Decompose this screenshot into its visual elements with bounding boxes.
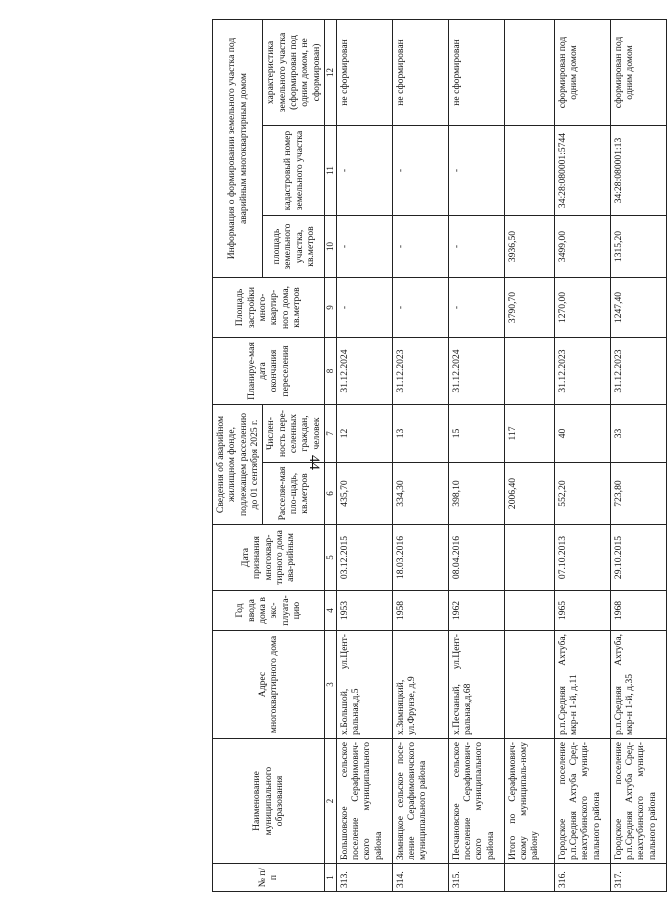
col-number: 11 (324, 126, 336, 216)
plan-date-cell: 31.12.2024 (336, 338, 392, 405)
table-row (336, 20, 392, 892)
header-municipality: Наименование муниципального образования (213, 739, 325, 864)
municipality-cell: Зимняцкое сельское посе-ление Серафимовичского муниципального района (392, 739, 448, 864)
land-char-cell: не сформирован (336, 20, 392, 126)
total-blank-cell (504, 864, 554, 892)
table-row (554, 20, 610, 892)
row-number: 314. (392, 864, 448, 892)
municipality-cell: Песчановское сельское поселение Серафимович-ского муниципального района (448, 739, 504, 864)
municipality-cell: Городское поселение р.п.Средняя Ахтуба Сред-неахтубинского муници-пального района (610, 739, 666, 864)
plan-date-cell: 31.12.2024 (448, 338, 504, 405)
people-cell: 15 (448, 405, 504, 463)
total-row (504, 20, 554, 892)
col-number: 2 (324, 739, 336, 864)
row-number: 316. (554, 864, 610, 892)
area-cell: 398,10 (448, 463, 504, 525)
col-number: 10 (324, 216, 336, 278)
build-area-cell: - (448, 278, 504, 338)
col-number: 3 (324, 631, 336, 739)
people-cell: 13 (392, 405, 448, 463)
address-cell: х.Песчаный, ул.Цент-ральная,д.68 (448, 631, 504, 739)
header-num: № п/п (213, 864, 325, 892)
cadastral-cell: - (392, 126, 448, 216)
total-build-area: 3790,70 (504, 278, 554, 338)
build-area-cell: 1247,40 (610, 278, 666, 338)
row-number: 315. (448, 864, 504, 892)
municipality-cell: Городское поселение р.п.Средняя Ахтуба Сред-неахтубинского муници-пального района (554, 739, 610, 864)
date-cell: 03.12.2015 (336, 525, 392, 591)
header-people: Числен-ность пере-селенных граждан, человек (263, 405, 325, 463)
municipality-cell: Большовское сельское поселение Серафимович-ского муниципального района (336, 739, 392, 864)
col-number: 8 (324, 338, 336, 405)
page-number: 44 (306, 455, 322, 470)
total-blank-cell (504, 338, 554, 405)
header-land-area: площадь земельного участка, кв.метров (263, 216, 325, 278)
year-cell: 1968 (610, 591, 666, 631)
total-land-area: 3936,50 (504, 216, 554, 278)
land-char-cell: не сформирован (392, 20, 448, 126)
land-area-cell: - (336, 216, 392, 278)
emergency-housing-table (212, 19, 667, 892)
cadastral-cell: - (336, 126, 392, 216)
column-number-row (324, 20, 336, 892)
land-char-cell: сформирован под одним домом (610, 20, 666, 126)
address-cell: р.п.Средняя Ахтуба, мкр-н 1-й, д.11 (554, 631, 610, 739)
cadastral-cell: 34:28:080001:13 (610, 126, 666, 216)
header-area: Расселяе-мая пло-щадь, кв.метров (263, 463, 325, 525)
header-cadastral: кадастровый номер земельного участка (263, 126, 325, 216)
plan-date-cell: 31.12.2023 (610, 338, 666, 405)
land-char-cell: сформирован под одним домом (554, 20, 610, 126)
header-land-char: характеристика земельного участка (сформирован под одним домом, не сформирован) (263, 20, 325, 126)
header-plan-date: Планируе-мая дата окончания переселения (213, 338, 325, 405)
header-date: Дата признания многоквар-тирного дома ава-рийным (213, 525, 325, 591)
col-number: 9 (324, 278, 336, 338)
date-cell: 07.10.2013 (554, 525, 610, 591)
total-blank-cell (504, 20, 554, 126)
col-number: 4 (324, 591, 336, 631)
total-people: 117 (504, 405, 554, 463)
total-blank-cell (504, 591, 554, 631)
area-cell: 334,30 (392, 463, 448, 525)
land-area-cell: - (448, 216, 504, 278)
header-build-area: Площадь застройки много-квартир-ного дома, кв.метров (213, 278, 325, 338)
total-area: 2006,40 (504, 463, 554, 525)
area-cell: 723,80 (610, 463, 666, 525)
year-cell: 1965 (554, 591, 610, 631)
header-group-land: Информация о формировании земельного участка под аварийным многоквартирным домом (213, 20, 263, 278)
people-cell: 40 (554, 405, 610, 463)
col-number: 6 (324, 463, 336, 525)
col-number: 12 (324, 20, 336, 126)
total-blank-cell (504, 126, 554, 216)
area-cell: 552,20 (554, 463, 610, 525)
date-cell: 18.03.2016 (392, 525, 448, 591)
rotated-table-wrapper (212, 20, 658, 892)
col-number: 1 (324, 864, 336, 892)
address-cell: х.Большой, ул.Цент-ральная,д.5 (336, 631, 392, 739)
land-area-cell: - (392, 216, 448, 278)
table-row (392, 20, 448, 892)
year-cell: 1962 (448, 591, 504, 631)
header-address: Адрес многоквартирного дома (213, 631, 325, 739)
cadastral-cell: 34:28:080001:5744 (554, 126, 610, 216)
people-cell: 12 (336, 405, 392, 463)
total-blank-cell (504, 631, 554, 739)
land-area-cell: 3499,00 (554, 216, 610, 278)
header-year: Год ввода дома в экс-плуата-цию (213, 591, 325, 631)
row-number: 313. (336, 864, 392, 892)
col-number: 5 (324, 525, 336, 591)
total-label: Итого по Серафимович-скому муниципаль-ному району (504, 739, 554, 864)
year-cell: 1953 (336, 591, 392, 631)
area-cell: 435,70 (336, 463, 392, 525)
table-row (610, 20, 666, 892)
date-cell: 08.04.2016 (448, 525, 504, 591)
col-number: 7 (324, 405, 336, 463)
date-cell: 29.10.2015 (610, 525, 666, 591)
header-group-info: Сведения об аварийном жилищном фонде, подлежащем расселению до 01 сентября 2025 г. (213, 405, 263, 525)
total-blank-cell (504, 525, 554, 591)
address-cell: х.Зимняцкий, ул.Фрунзе, д.9 (392, 631, 448, 739)
land-char-cell: не сформирован (448, 20, 504, 126)
row-number: 317. (610, 864, 666, 892)
build-area-cell: 1270,00 (554, 278, 610, 338)
land-area-cell: 1315,20 (610, 216, 666, 278)
plan-date-cell: 31.12.2023 (554, 338, 610, 405)
table-row (448, 20, 504, 892)
build-area-cell: - (392, 278, 448, 338)
year-cell: 1958 (392, 591, 448, 631)
people-cell: 33 (610, 405, 666, 463)
build-area-cell: - (336, 278, 392, 338)
address-cell: р.п.Средняя Ахтуба, мкр-н 1-й, д.35 (610, 631, 666, 739)
plan-date-cell: 31.12.2023 (392, 338, 448, 405)
cadastral-cell: - (448, 126, 504, 216)
